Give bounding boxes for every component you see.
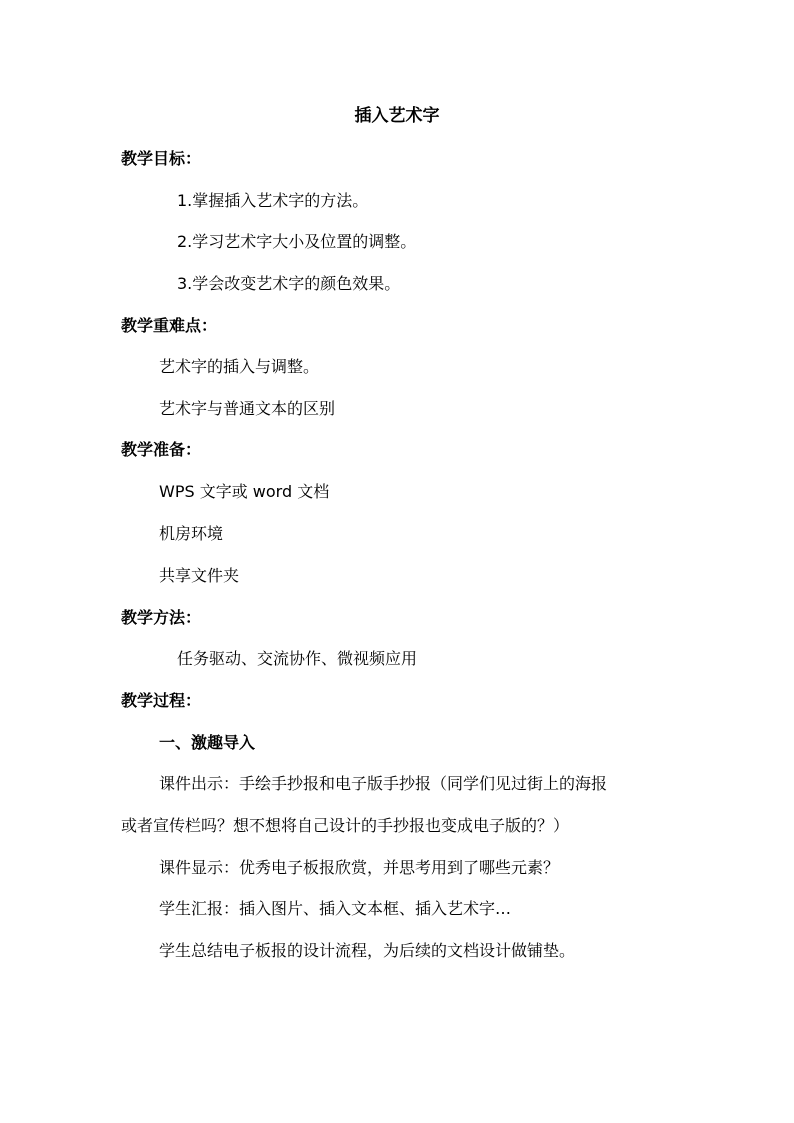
process-paragraph-4: 学生汇报：插入图片、插入文本框、插入艺术字…	[159, 899, 512, 918]
objectives-heading: 教学目标：	[121, 149, 202, 168]
preparation-item-2: 机房环境	[159, 524, 224, 543]
preparation-item-1: WPS 文字或 word 文档	[159, 482, 330, 501]
methods-heading: 教学方法：	[121, 608, 202, 627]
process-step1-heading: 一、激趣导入	[159, 733, 256, 752]
process-heading: 教学过程：	[121, 691, 202, 710]
key-point-item-1: 艺术字的插入与调整。	[159, 357, 320, 376]
key-points-heading: 教学重难点：	[121, 316, 218, 335]
process-paragraph-3: 课件显示：优秀电子板报欣赏，并思考用到了哪些元素？	[159, 858, 560, 877]
preparation-heading: 教学准备：	[121, 440, 202, 459]
process-paragraph-2: 或者宣传栏吗？想不想将自己设计的手抄报也变成电子版的？）	[121, 816, 570, 835]
objective-item-2: 2.学习艺术字大小及位置的调整。	[177, 232, 417, 251]
objective-item-1: 1.掌握插入艺术字的方法。	[177, 191, 369, 210]
objective-item-3: 3.学会改变艺术字的颜色效果。	[177, 274, 401, 293]
document-title: 插入艺术字	[354, 106, 440, 126]
process-paragraph-5: 学生总结电子板报的设计流程，为后续的文档设计做铺垫。	[159, 941, 576, 960]
key-point-item-2: 艺术字与普通文本的区别	[159, 399, 336, 418]
methods-text: 任务驱动、交流协作、微视频应用	[177, 649, 418, 668]
process-paragraph-1: 课件出示：手绘手抄报和电子版手抄报（同学们见过街上的海报	[159, 774, 608, 793]
preparation-item-3: 共享文件夹	[159, 566, 240, 585]
